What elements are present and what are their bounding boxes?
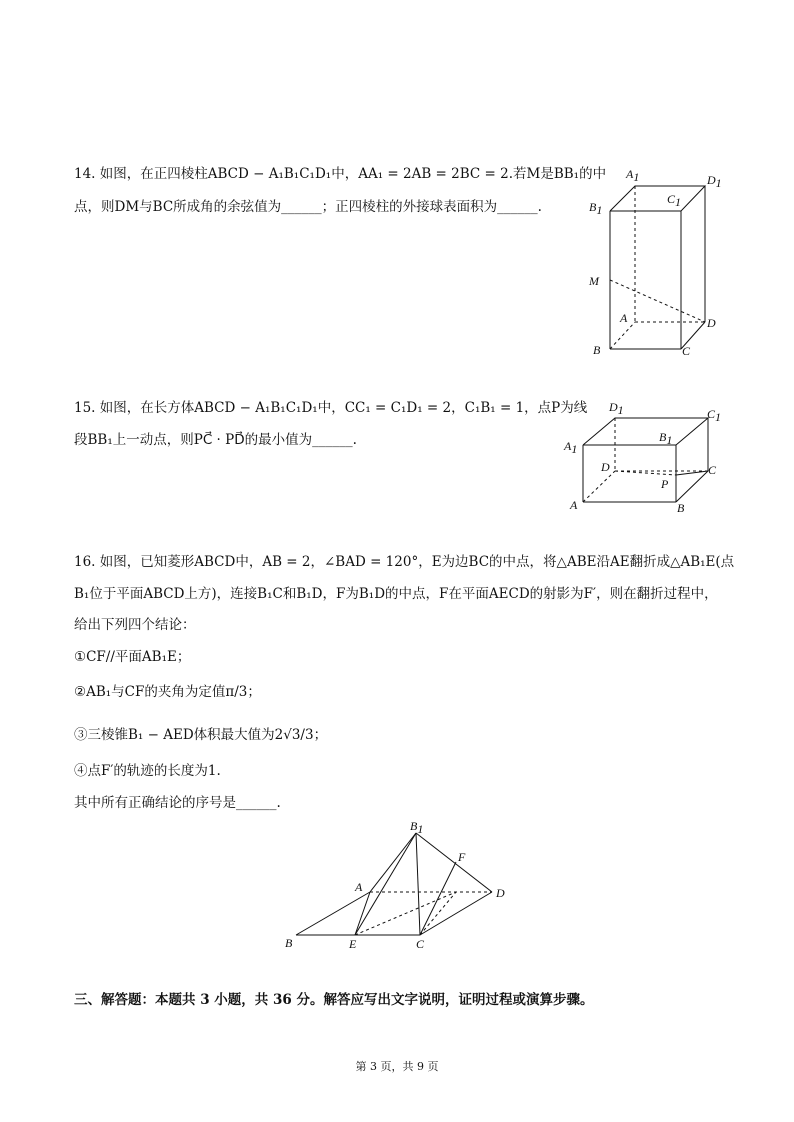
label-C: C: [416, 937, 425, 951]
label-B1: B1: [410, 819, 424, 836]
label-F: F: [458, 850, 466, 864]
label-B: B: [285, 936, 293, 950]
q16-conclusion-3: ③三棱锥B₁ − AED体积最大值为2√3/3；: [74, 727, 328, 743]
label-B1: B1: [589, 200, 603, 217]
label-D: D: [496, 886, 505, 900]
q16-fold-figure: [280, 815, 520, 955]
label-D1: D1: [707, 173, 722, 190]
label-A: A: [355, 880, 363, 894]
label-A1: A1: [626, 167, 640, 184]
label-D: D: [707, 316, 716, 330]
label-A: A: [620, 311, 628, 325]
label-A: A: [570, 498, 578, 512]
label-D: D: [601, 460, 610, 474]
label-C: C: [708, 463, 717, 477]
q15-box-svg: [560, 395, 730, 520]
label-B: B: [677, 501, 685, 515]
page-footer: 第 3 页，共 9 页: [355, 1060, 439, 1073]
label-C: C: [682, 344, 691, 358]
label-M: M: [589, 274, 599, 288]
q15-line1: 15. 如图，在长方体ABCD − A₁B₁C₁D₁中，CC₁ = C₁D₁ = 2，C₁B₁ = 1，点P为线: [74, 400, 588, 416]
label-D1: D1: [609, 400, 624, 417]
q14-prism-svg: [585, 160, 725, 360]
q14-prism-figure: [585, 160, 725, 360]
q16-fold-svg: [280, 815, 520, 955]
q14-line1: 14. 如图，在正四棱柱ABCD − A₁B₁C₁D₁中，AA₁ = 2AB = 2BC = 2.若M是BB₁的中: [74, 166, 607, 182]
q16-conclusion-4: ④点F′的轨迹的长度为1.: [74, 763, 221, 779]
q16-line1: 16. 如图，已知菱形ABCD中，AB = 2，∠BAD = 120°，E为边BC的中点，将△ABE沿AE翻折成△AB₁E(点: [74, 554, 735, 570]
q14-line2: 点，则DM与BC所成角的余弦值为______；正四棱柱的外接球表面积为______.: [74, 199, 542, 215]
section-3-heading: 三、解答题：本题共 3 小题，共 36 分。解答应写出文字说明，证明过程或演算步骤。: [74, 992, 594, 1008]
label-A1: A1: [564, 439, 578, 456]
q15-box-figure: [560, 395, 730, 520]
label-B: B: [593, 343, 601, 357]
q16-conclusion-1: ①CF//平面AB₁E；: [74, 649, 191, 665]
q15-line2: 段BB₁上一动点，则PC⃗ · PD⃗的最小值为______.: [74, 432, 357, 448]
label-B1: B1: [659, 430, 673, 447]
label-E: E: [349, 937, 357, 951]
q16-prompt: 其中所有正确结论的序号是______.: [74, 795, 281, 811]
label-P: P: [661, 477, 669, 491]
q16-conclusion-2: ②AB₁与CF的夹角为定值π/3；: [74, 684, 261, 700]
q16-line2: B₁位于平面ABCD上方)，连接B₁C和B₁D，F为B₁D的中点，F在平面AECD的射影为F′，则在翻折过程中，: [74, 586, 718, 602]
label-C1: C1: [667, 192, 682, 209]
q16-line3: 给出下列四个结论：: [74, 617, 196, 633]
label-C1: C1: [707, 407, 722, 424]
